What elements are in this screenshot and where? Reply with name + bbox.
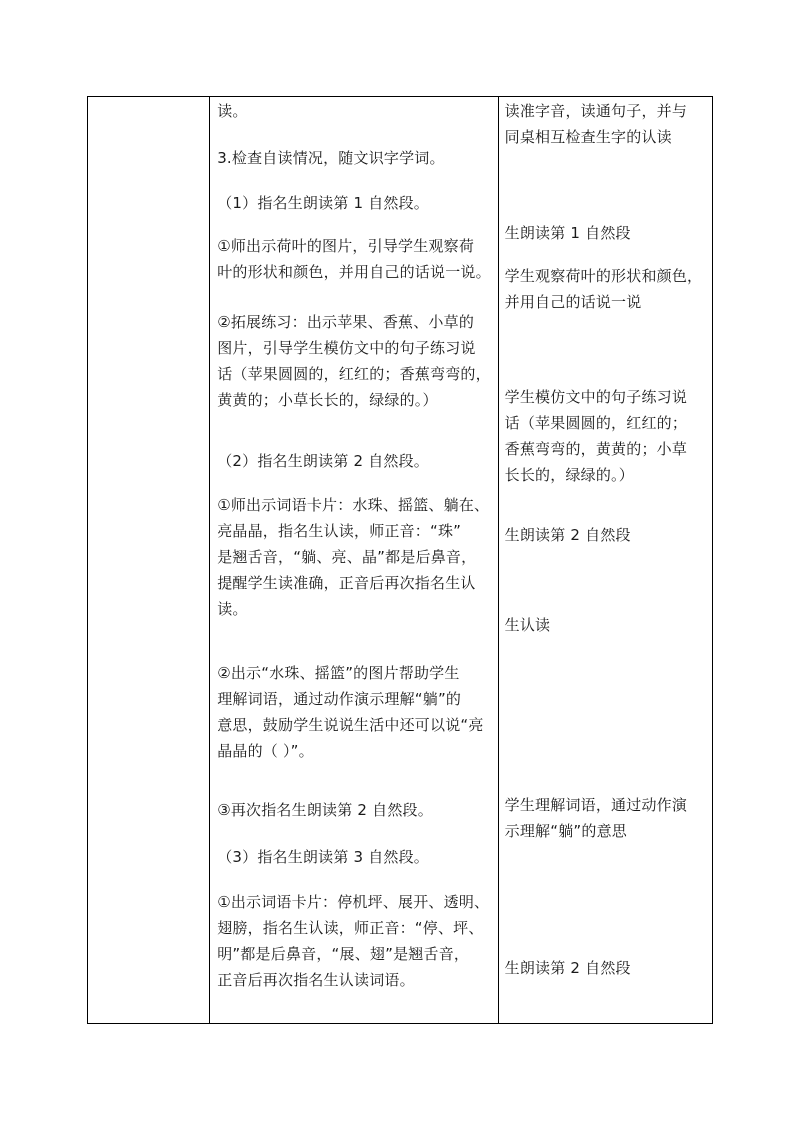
student-paragraph: 生认读 bbox=[504, 616, 551, 634]
lesson-plan-table bbox=[87, 96, 713, 1024]
student-paragraph: 生朗读第 2 自然段 bbox=[504, 526, 631, 544]
student-paragraph: 学生理解词语，通过动作演 示理解“躺”的意思 bbox=[504, 796, 688, 840]
teacher-paragraph: ②拓展练习：出示苹果、香蕉、小草的 图片，引导学生模仿文中的句子练习说 话（苹果圆圆的，红红的；香蕉弯弯的， 黄黄的；小草长长的，绿绿的。） bbox=[217, 313, 491, 409]
teacher-paragraph: ①师出示词语卡片：水珠、摇篮、躺在、 亮晶晶，指名生认读，师正音：“珠” 是翘舌音，“躺、亮、晶”都是后鼻音， 提醒学生读准确，正音后再次指名生认 读。 bbox=[217, 496, 490, 618]
teacher-paragraph: （2）指名生朗读第 2 自然段。 bbox=[217, 452, 430, 470]
teacher-paragraph: 3.检查自读情况，随文识字学词。 bbox=[217, 149, 445, 167]
student-activity-cell bbox=[498, 97, 712, 1024]
teacher-paragraph: ③再次指名生朗读第 2 自然段。 bbox=[217, 801, 433, 819]
teacher-paragraph: ①出示词语卡片：停机坪、展开、透明、 翅膀，指名生认读，师正音：“停、坪、 明”都是后鼻音，“展、翅”是翘舌音， 正音后再次指名生认读词语。 bbox=[217, 893, 490, 989]
section-label-cell bbox=[88, 97, 210, 1024]
student-paragraph: 学生模仿文中的句子练习说 话（苹果圆圆的，红红的； 香蕉弯弯的，黄黄的；小草 长长的，绿绿的。） bbox=[504, 388, 688, 484]
teacher-paragraph: ①师出示荷叶的图片，引导学生观察荷 叶的形状和颜色，并用自己的话说一说。 bbox=[217, 237, 491, 281]
student-paragraph: 生朗读第 2 自然段 bbox=[504, 959, 631, 977]
teacher-paragraph: （3）指名生朗读第 3 自然段。 bbox=[217, 848, 430, 866]
teacher-activity-cell bbox=[210, 97, 498, 1024]
teacher-paragraph: （1）指名生朗读第 1 自然段。 bbox=[217, 194, 430, 212]
student-paragraph: 学生观察荷叶的形状和颜色， 并用自己的话说一说 bbox=[504, 267, 703, 311]
teacher-paragraph: 读。 bbox=[217, 102, 248, 120]
table-row bbox=[88, 97, 713, 1024]
student-paragraph: 读准字音，读通句子，并与 同桌相互检查生字的认读 bbox=[504, 102, 688, 146]
teacher-paragraph: ②出示“水珠、摇篮”的图片帮助学生 理解词语，通过动作演示理解“躺”的 意思，鼓励学生说说生活中还可以说“亮 晶晶的（ ）”。 bbox=[217, 664, 484, 760]
student-paragraph: 生朗读第 1 自然段 bbox=[504, 224, 631, 242]
